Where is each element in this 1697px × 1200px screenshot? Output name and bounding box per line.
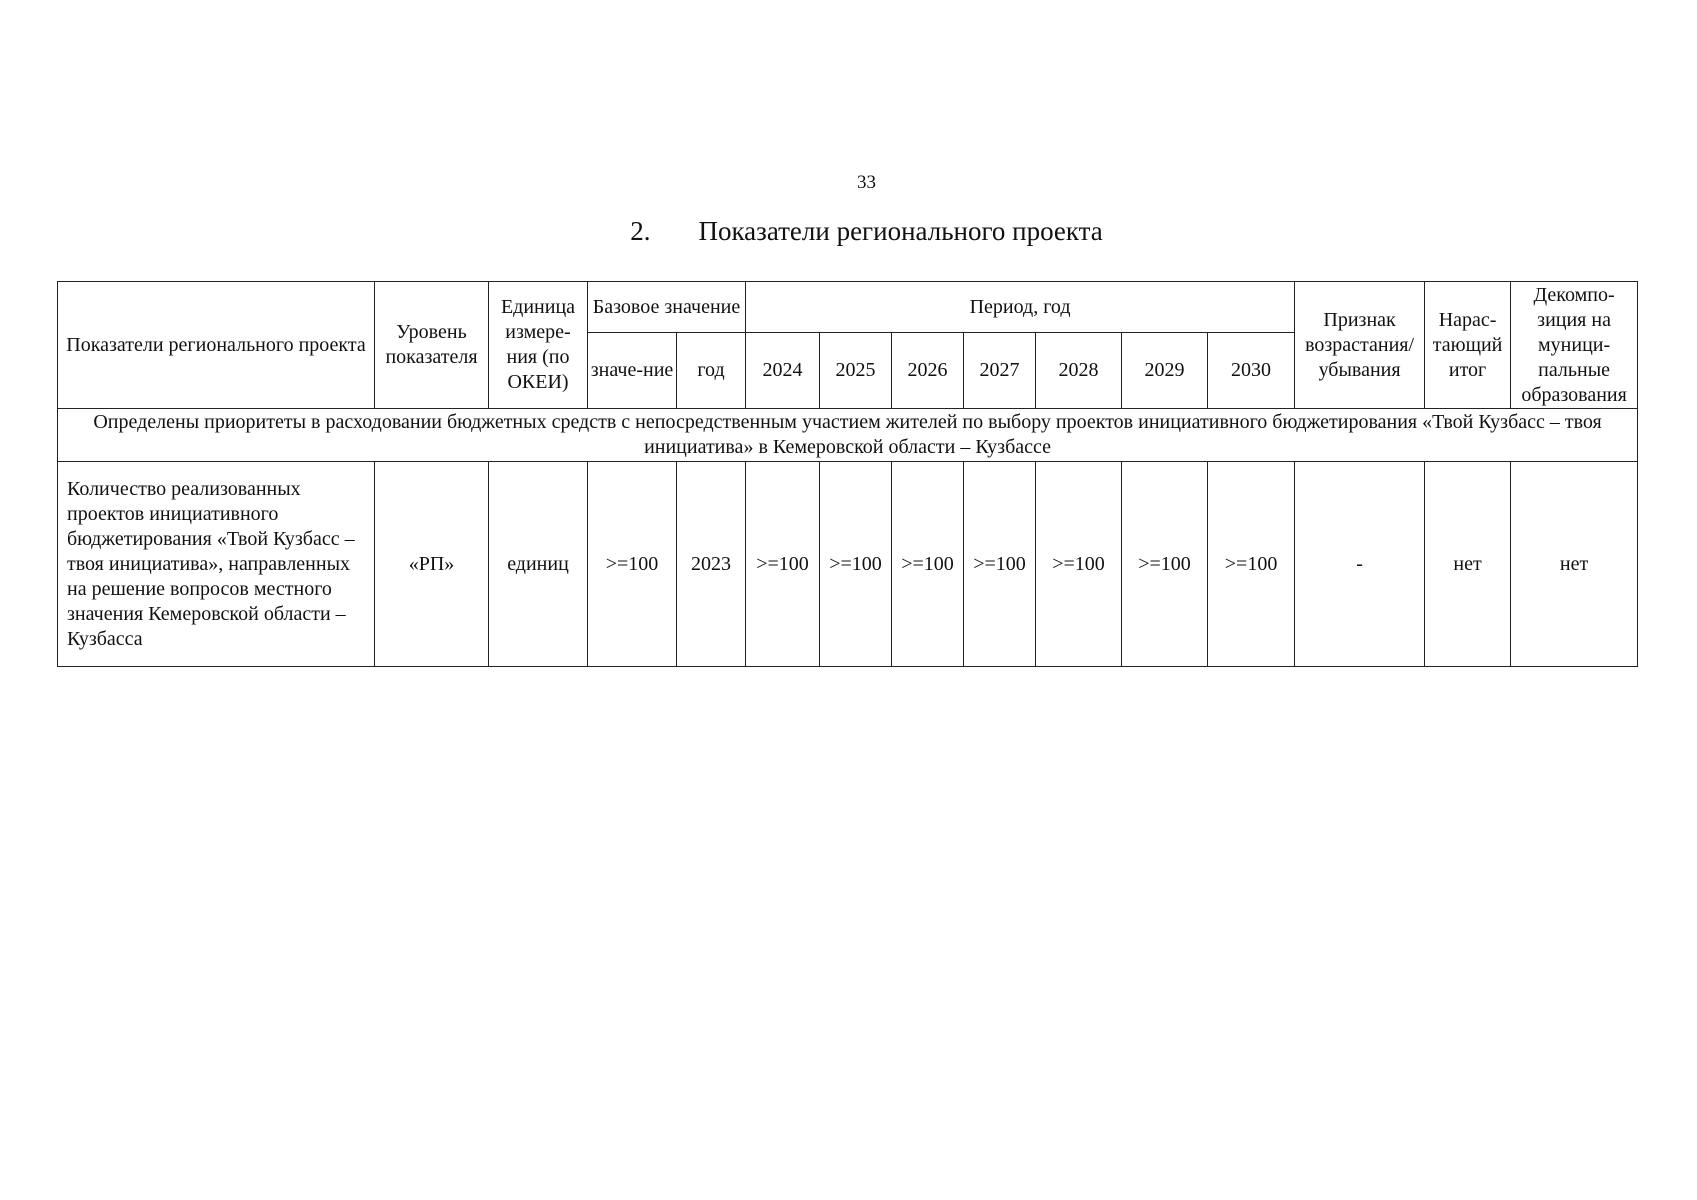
table-row (58, 462, 1638, 667)
header-row-1 (58, 282, 1638, 333)
indicators-table (57, 281, 1638, 667)
row-value-2025: >=100 (820, 462, 892, 667)
header-period: Период, год (746, 282, 1295, 333)
row-value-2030: >=100 (1208, 462, 1295, 667)
header-base: Базовое значение (588, 282, 746, 333)
row-unit: единиц (489, 462, 588, 667)
header-year-2030: 2030 (1208, 333, 1295, 409)
row-base-value: >=100 (588, 462, 677, 667)
header-level: Уровень показателя (375, 282, 489, 409)
header-year-2029: 2029 (1122, 333, 1208, 409)
header-year-2026: 2026 (892, 333, 964, 409)
row-base-year: 2023 (677, 462, 746, 667)
header-year-2028: 2028 (1036, 333, 1122, 409)
row-value-2026: >=100 (892, 462, 964, 667)
header-decomposition: Декомпо-зиция на муници-пальные образования (1511, 282, 1638, 409)
header-sign: Признак возрастания/ убывания (1295, 282, 1425, 409)
goal-text: Определены приоритеты в расходовании бюджетных средств с непосредственным участием жителей по выбору проектов инициативного бюджетирования «Твой Кузбасс – твоя инициатива» в Кемеровской области – Кузбассе (58, 409, 1638, 462)
page-number: 33 (857, 172, 876, 193)
header-base-year: год (677, 333, 746, 409)
header-year-2024: 2024 (746, 333, 820, 409)
section-title-text: Показатели регионального проекта (698, 216, 1103, 246)
row-decomposition: нет (1511, 462, 1638, 667)
header-year-2025: 2025 (820, 333, 892, 409)
row-cumulative: нет (1425, 462, 1511, 667)
header-unit: Единица измере-ния (по ОКЕИ) (489, 282, 588, 409)
row-value-2028: >=100 (1036, 462, 1122, 667)
header-year-2027: 2027 (964, 333, 1036, 409)
row-sign: - (1295, 462, 1425, 667)
section-title (0, 216, 1697, 247)
header-base-value: значе-ние (588, 333, 677, 409)
header-cumulative: Нарас-тающий итог (1425, 282, 1511, 409)
row-level: «РП» (375, 462, 489, 667)
row-indicator: Количество реализованных проектов инициативного бюджетирования «Твой Кузбасс – твоя инициатива», направленных на решение вопросов местного значения Кемеровской области – Кузбасса (58, 462, 375, 667)
header-indicator: Показатели регионального проекта (58, 282, 375, 409)
row-value-2027: >=100 (964, 462, 1036, 667)
row-value-2029: >=100 (1122, 462, 1208, 667)
goal-row (58, 409, 1638, 462)
section-number: 2. (630, 216, 651, 246)
row-value-2024: >=100 (746, 462, 820, 667)
